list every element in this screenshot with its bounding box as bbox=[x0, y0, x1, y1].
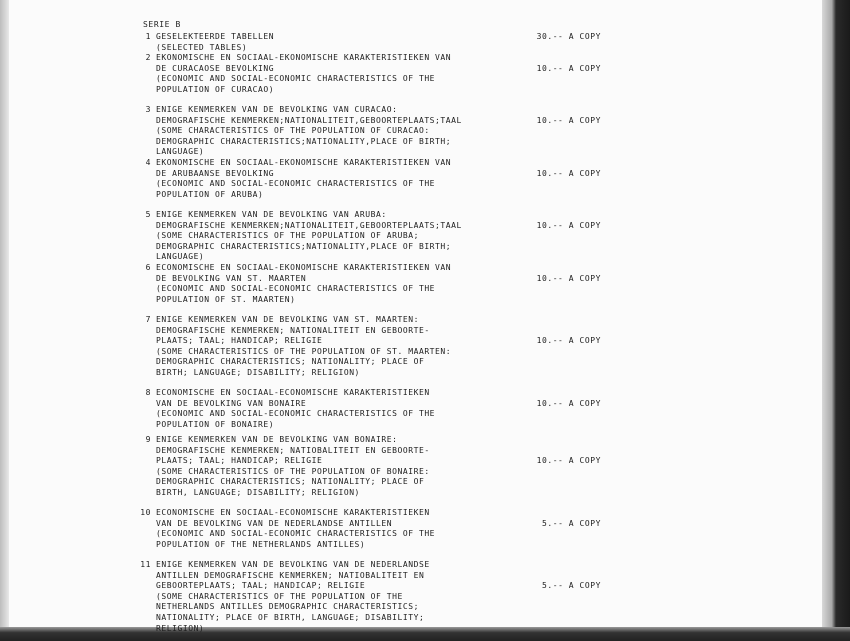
entry-number: 4 bbox=[145, 158, 151, 167]
entry-price: 10.-- A COPY bbox=[536, 168, 601, 178]
entry-line: ENIGE KENMERKEN VAN DE BEVOLKING VAN CURACAO: bbox=[156, 105, 398, 114]
entry-line: DEMOGRAPHIC CHARACTERISTICS; NATIONALITY; PLACE OF bbox=[156, 357, 425, 367]
entry-line: (ECONOMIC AND SOCIAL-ECONOMIC CHARACTERISTICS OF THE bbox=[156, 529, 436, 539]
entry-number: 8 bbox=[145, 388, 151, 397]
entry-line: DE CURACAOSE BEVOLKING bbox=[156, 63, 275, 73]
entry-line: POPULATION OF BONAIRE) bbox=[156, 419, 275, 429]
entry-price: 30.-- A COPY bbox=[536, 32, 601, 41]
entry-line: (ECONOMIC AND SOCIAL-ECONOMIC CHARACTERISTICS OF THE bbox=[156, 179, 436, 189]
entry-line: DE BEVOLKING VAN ST. MAARTEN bbox=[156, 273, 307, 283]
entry-line: NATIONALITY; PLACE OF BIRTH, LANGUAGE; DISABILITY; bbox=[156, 612, 425, 622]
entry-line: NETHERLANDS ANTILLES DEMOGRAPHIC CHARACTERISTICS; bbox=[156, 602, 419, 612]
entry-line: RELIGION) bbox=[156, 623, 205, 633]
entry-price: 10.-- A COPY bbox=[536, 220, 601, 230]
book-spine-edge bbox=[822, 0, 850, 641]
entry-line: POPULATION OF ST. MAARTEN) bbox=[156, 294, 296, 304]
entry-number: 1 bbox=[145, 32, 151, 41]
entry-line: (ECONOMIC AND SOCIAL-ECONOMIC CHARACTERISTICS OF THE bbox=[156, 284, 436, 294]
entry-description bbox=[156, 32, 274, 53]
entry-description bbox=[156, 53, 451, 95]
entry-price: 10.-- A COPY bbox=[536, 456, 601, 466]
entry-number: 11 bbox=[140, 560, 151, 569]
entry-line: BIRTH; LANGUAGE; DISABILITY; RELIGION) bbox=[156, 367, 360, 377]
entry-line: BIRTH, LANGUAGE; DISABILITY; RELIGION) bbox=[156, 487, 360, 497]
entry-number: 3 bbox=[145, 105, 151, 114]
entry-line: (SOME CHARACTERISTICS OF THE POPULATION OF ARUBA; bbox=[156, 231, 419, 241]
entry-description bbox=[156, 210, 462, 263]
entry-price: 10.-- A COPY bbox=[536, 115, 601, 125]
entry-description bbox=[156, 508, 435, 550]
entry-line: GESELEKTEERDE TABELLEN bbox=[156, 32, 275, 41]
entry-line: ANTILLEN DEMOGRAFISCHE KENMERKEN; NATIOBALITEIT EN bbox=[156, 570, 425, 580]
entry-line: POPULATION OF CURACAO) bbox=[156, 84, 275, 94]
entry-number: 9 bbox=[145, 435, 151, 444]
entry-price: 10.-- A COPY bbox=[536, 63, 601, 73]
entry-line: (SELECTED TABLES) bbox=[156, 42, 248, 52]
entry-line: GEBOORTEPLAATS; TAAL; HANDICAP; RELIGIE bbox=[156, 581, 366, 591]
entry-line: EKONOMISCHE EN SOCIAAL-EKONOMISCHE KARAKTERISTIEKEN VAN bbox=[156, 53, 452, 62]
entry-line: (SOME CHARACTERISTICS OF THE POPULATION OF THE bbox=[156, 591, 403, 601]
entry-price: 10.-- A COPY bbox=[536, 398, 601, 408]
entry-line: LANGUAGE) bbox=[156, 252, 205, 262]
entry-description bbox=[156, 263, 451, 305]
entry-description bbox=[156, 435, 430, 499]
entry-line: ECONOMISCHE EN SOCIAAL-ECONOMISCHE KARAKTERISTIEKEN bbox=[156, 388, 430, 397]
entry-description bbox=[156, 560, 430, 634]
entry-line: EKONOMISCHE EN SOCIAAL-EKONOMISCHE KARAKTERISTIEKEN VAN bbox=[156, 158, 452, 167]
entry-price: 10.-- A COPY bbox=[536, 273, 601, 283]
entry-description bbox=[156, 158, 451, 200]
entry-number: 10 bbox=[140, 508, 151, 517]
entry-line: ENIGE KENMERKEN VAN DE BEVOLKING VAN ST. MAARTEN: bbox=[156, 315, 419, 324]
entry-line: (ECONOMIC AND SOCIAL-ECONOMIC CHARACTERISTICS OF THE bbox=[156, 74, 436, 84]
entry-number: 5 bbox=[145, 210, 151, 219]
entry-description bbox=[156, 315, 451, 379]
entry-price: 5.-- A COPY bbox=[541, 581, 601, 591]
entry-line: POPULATION OF ARUBA) bbox=[156, 189, 264, 199]
entry-line: VAN DE BEVOLKING VAN DE NEDERLANDSE ANTILLEN bbox=[156, 518, 393, 528]
entry-description bbox=[156, 388, 435, 430]
entry-line: DEMOGRAPHIC CHARACTERISTICS;NATIONALITY,PLACE OF BIRTH; bbox=[156, 136, 452, 146]
entry-price: 5.-- A COPY bbox=[541, 518, 601, 528]
entry-line: DEMOGRAFISCHE KENMERKEN;NATIONALITEIT,GEBOORTEPLAATS;TAAL bbox=[156, 115, 462, 125]
entry-line: DEMOGRAPHIC CHARACTERISTICS;NATIONALITY,PLACE OF BIRTH; bbox=[156, 241, 452, 251]
entry-line: ECONOMISCHE EN SOCIAAL-EKONOMISCHE KARAKTERISTIEKEN VAN bbox=[156, 263, 452, 272]
entry-number: 7 bbox=[145, 315, 151, 324]
entry-line: LANGUAGE) bbox=[156, 147, 205, 157]
page-left-edge bbox=[0, 0, 9, 641]
entry-line: DEMOGRAFISCHE KENMERKEN; NATIONALITEIT EN GEBOORTE- bbox=[156, 325, 430, 335]
entry-line: PLAATS; TAAL; HANDICAP; RELIGIE bbox=[156, 336, 323, 346]
entry-description bbox=[156, 105, 462, 158]
series-heading: SERIE B bbox=[143, 20, 181, 29]
entry-line: ENIGE KENMERKEN VAN DE BEVOLKING VAN ARUBA: bbox=[156, 210, 387, 219]
entry-line: (ECONOMIC AND SOCIAL-ECONOMIC CHARACTERISTICS OF THE bbox=[156, 409, 436, 419]
entry-line: ENIGE KENMERKEN VAN DE BEVOLKING VAN DE NEDERLANDSE bbox=[156, 560, 430, 569]
entry-line: PLAATS; TAAL; HANDICAP; RELIGIE bbox=[156, 456, 323, 466]
entry-line: VAN DE BEVOLKING VAN BONAIRE bbox=[156, 398, 307, 408]
entry-line: DEMOGRAFISCHE KENMERKEN; NATIOBALITEIT EN GEBOORTE- bbox=[156, 445, 430, 455]
entry-line: ECONOMISCHE EN SOCIAAL-ECONOMISCHE KARAKTERISTIEKEN bbox=[156, 508, 430, 517]
entry-line: POPULATION OF THE NETHERLANDS ANTILLES) bbox=[156, 539, 366, 549]
entry-line: ENIGE KENMERKEN VAN DE BEVOLKING VAN BONAIRE: bbox=[156, 435, 398, 444]
entry-line: (SOME CHARACTERISTICS OF THE POPULATION OF ST. MAARTEN: bbox=[156, 346, 452, 356]
entry-line: (SOME CHARACTERISTICS OF THE POPULATION OF BONAIRE: bbox=[156, 466, 430, 476]
entry-line: DEMOGRAPHIC CHARACTERISTICS; NATIONALITY; PLACE OF bbox=[156, 477, 425, 487]
entry-price: 10.-- A COPY bbox=[536, 336, 601, 346]
entry-number: 6 bbox=[145, 263, 151, 272]
entry-line: (SOME CHARACTERISTICS OF THE POPULATION OF CURACAO: bbox=[156, 126, 430, 136]
entry-number: 2 bbox=[145, 53, 151, 62]
entry-line: DEMOGRAFISCHE KENMERKEN;NATIONALITEIT,GEBOORTEPLAATS;TAAL bbox=[156, 220, 462, 230]
entry-line: DE ARUBAANSE BEVOLKING bbox=[156, 168, 275, 178]
